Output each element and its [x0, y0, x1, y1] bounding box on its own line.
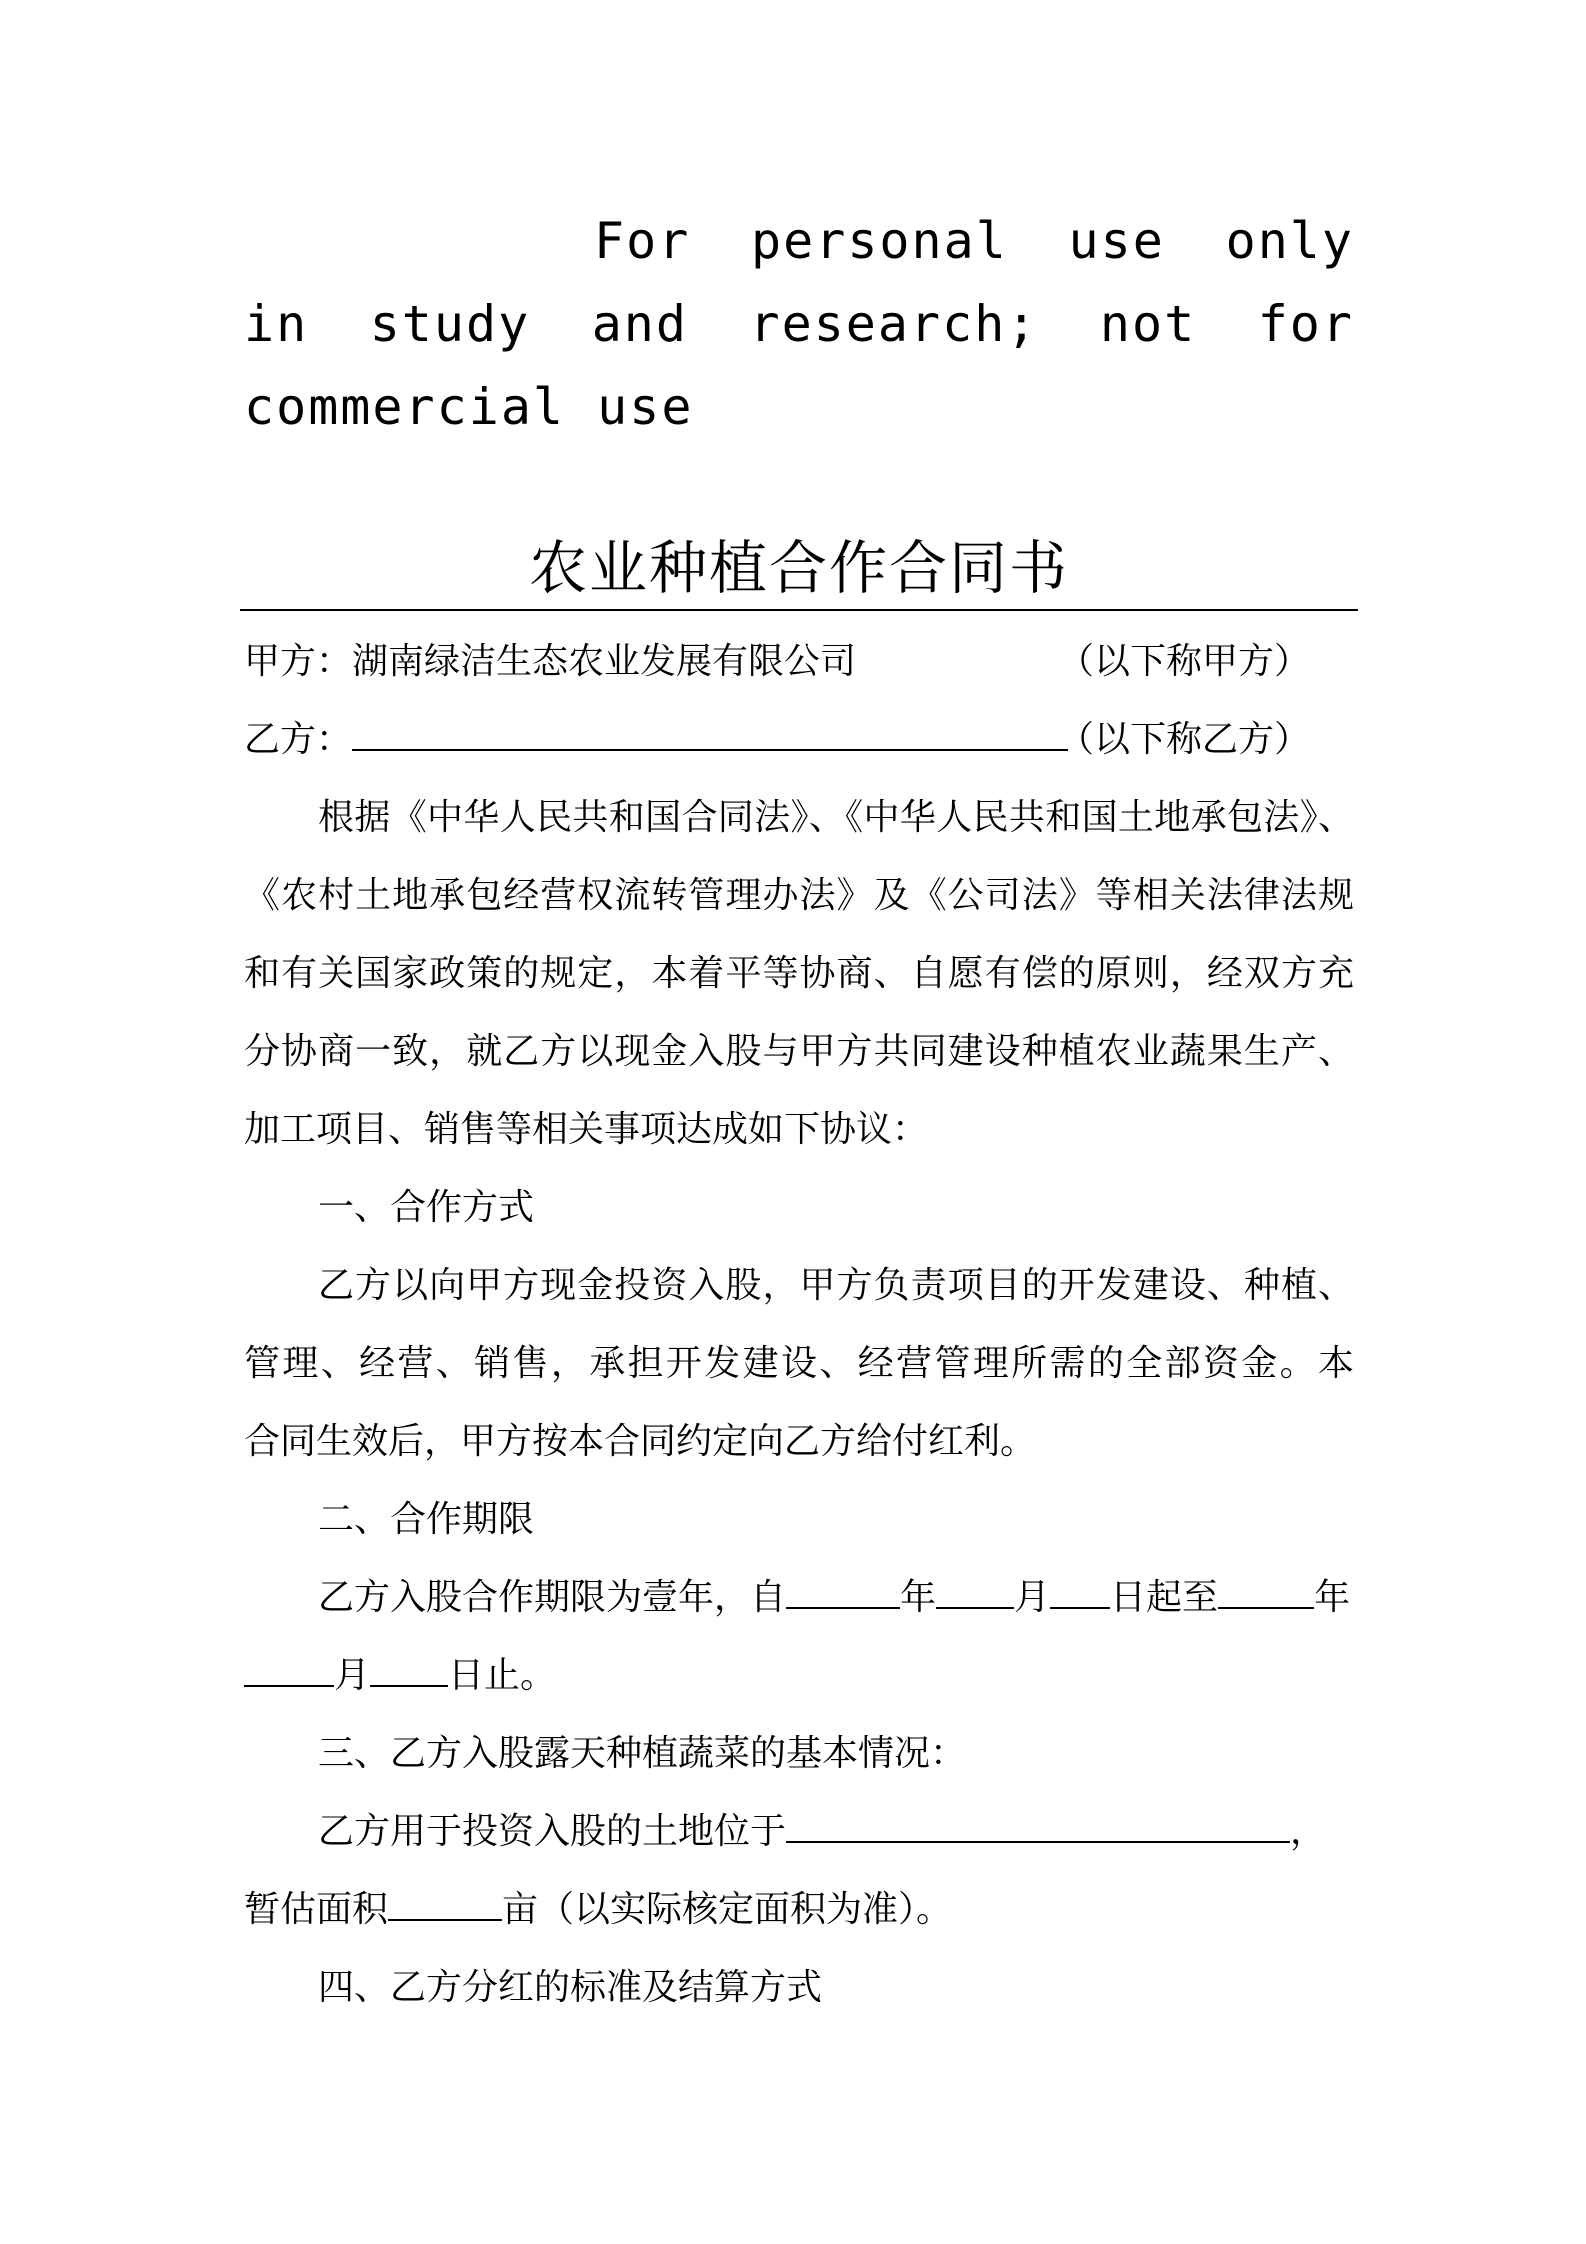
section-3-area-line: [244, 1884, 1354, 1936]
title-underline: [240, 609, 1358, 611]
end-day-blank[interactable]: [370, 1651, 448, 1687]
year-label: 年: [1314, 1577, 1351, 1618]
party-b-row: [244, 714, 1354, 766]
section-1-line: 管理、经营、销售，承担开发建设、经营管理所需的全部资金。本: [244, 1343, 1354, 1384]
area-suffix: 亩（以实际核定面积为准）。: [502, 1889, 953, 1930]
party-b-note: （以下称乙方）: [1057, 719, 1310, 760]
year-label: 年: [900, 1577, 937, 1618]
land-location-blank[interactable]: [786, 1807, 1290, 1843]
preamble-line: 和有关国家政策的规定，本着平等协商、自愿有偿的原则，经双方充: [244, 953, 1354, 994]
start-day-blank[interactable]: [1050, 1573, 1110, 1609]
party-b-label: 乙方：: [244, 719, 353, 760]
to-label: 日止。: [448, 1655, 557, 1696]
section-1-heading: 一、合作方式: [318, 1187, 535, 1228]
party-a-name: 湖南绿洁生态农业发展有限公司: [352, 641, 857, 682]
start-month-blank[interactable]: [936, 1573, 1014, 1609]
month-label: 月: [334, 1655, 371, 1696]
section-2-term-line: [244, 1572, 1354, 1624]
term-prefix: 乙方入股合作期限为壹年，自: [318, 1577, 787, 1618]
contract-title: 农业种植合作合同书: [528, 534, 1069, 602]
section-1-line: 乙方以向甲方现金投资入股，甲方负责项目的开发建设、种植、: [318, 1265, 1354, 1306]
section-1-line: 合同生效后，甲方按本合同约定向乙方给付红利。: [244, 1421, 1037, 1462]
month-label: 月: [1014, 1577, 1051, 1618]
section-2-heading: 二、合作期限: [318, 1499, 535, 1540]
usage-notice: For personal use only in study and research; not for commercial use: [244, 212, 1354, 436]
land-area-blank[interactable]: [388, 1885, 502, 1921]
section-3-location-line: [244, 1806, 1354, 1858]
section-2-term-line-2: [244, 1650, 1354, 1702]
preamble-line: 根据《中华人民共和国合同法》、《中华人民共和国土地承包法》、: [318, 797, 1354, 838]
location-suffix: ，: [1290, 1811, 1327, 1852]
party-b-name-blank[interactable]: [352, 715, 1068, 751]
area-prefix: 暂估面积: [244, 1889, 389, 1930]
end-year-blank[interactable]: [1218, 1573, 1314, 1609]
preamble-line: 分协商一致，就乙方以现金入股与甲方共同建设种植农业蔬果生产、: [244, 1031, 1354, 1072]
section-3-heading: 三、乙方入股露天种植蔬菜的基本情况：: [318, 1733, 967, 1774]
party-a-label: 甲方：: [244, 641, 353, 682]
preamble-line: 《农村土地承包经营权流转管理办法》及《公司法》等相关法律法规: [244, 875, 1354, 916]
location-prefix: 乙方用于投资入股的土地位于: [318, 1811, 787, 1852]
end-month-blank[interactable]: [244, 1651, 334, 1687]
preamble-line: 加工项目、销售等相关事项达成如下协议：: [244, 1109, 929, 1150]
section-4-heading: 四、乙方分红的标准及结算方式: [318, 1967, 823, 2008]
from-label: 日起至: [1110, 1577, 1219, 1618]
start-year-blank[interactable]: [786, 1573, 900, 1609]
party-a-row: [244, 636, 1354, 688]
party-a-note: （以下称甲方）: [1057, 641, 1310, 682]
